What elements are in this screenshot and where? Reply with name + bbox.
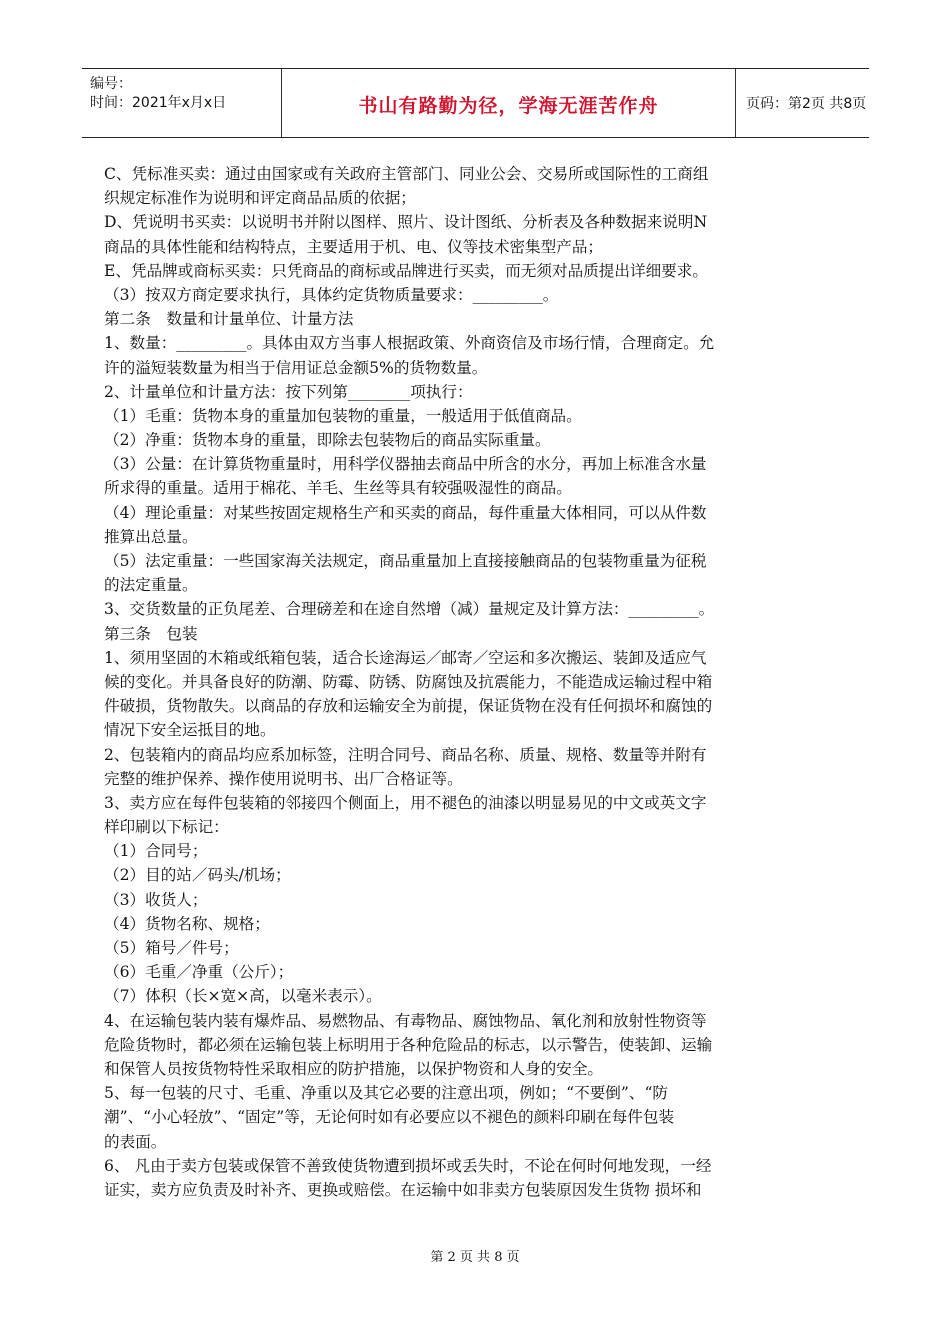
body-text-line: （1）合同号； [104,842,208,861]
body-text-line: 5、每一包装的尺寸、毛重、净重以及其它必要的注意出项，例如；“不要倒”、“防 [104,1084,669,1103]
body-text-line: 危险货物时，都必须在运输包装上标明用于各种危险品的标志，以示警告，使装卸、运输 [104,1035,713,1054]
body-text-line: 2、包装箱内的商品均应系加标签，注明合同号、商品名称、质量、规格、数量等并附有 [104,745,707,764]
body-text-line: 件破损，货物散失。以商品的存放和运输安全为前提，保证货物在没有任何损坏和腐蚀的 [104,697,713,716]
body-text-line: E、凭品牌或商标买卖：只凭商品的商标或品牌进行买卖，而无须对品质提出详细要求。 [104,261,708,280]
body-text-line: 的法定重量。 [104,576,198,595]
document-body [104,162,849,1202]
body-text-line: （1）毛重：货物本身的重量加包装物的重量，一般适用于低值商品。 [104,406,582,425]
body-text-line: 织规定标准作为说明和评定商品品质的依据； [104,189,416,208]
document-code-label: 编号： [90,76,132,92]
body-text-line: 候的变化。并具备良好的防潮、防霉、防锈、防腐蚀及抗震能力，不能造成运输过程中箱 [104,672,713,691]
body-text-line: （4）理论重量：对某些按固定规格生产和买卖的商品，每件重量大体相同，可以从件数 [104,503,707,522]
body-text-line: 1、数量：_________。具体由双方当事人根据政策、外商资信及市场行情，合理商定。允 [104,334,715,353]
header-motto: 书山有路勤为径，学海无涯苦作舟 [358,95,659,117]
body-text-line: 3、卖方应在每件包装箱的邻接四个侧面上，用不褪色的油漆以明显易见的中文或英文字 [104,793,707,812]
body-text-line: 4、在运输包装内装有爆炸品、易燃物品、有毒物品、腐蚀物品、氧化剂和放射性物资等 [104,1011,707,1030]
body-text-line: 推算出总量。 [104,527,198,546]
body-text-line: 3、交货数量的正负尾差、合理磅差和在途自然增（减）量规定及计算方法：_________。 [104,600,715,619]
body-text-line: 样印刷以下标记： [104,818,229,837]
body-text-line: （3）收货人； [104,890,208,909]
body-text-line: 第三条 包装 [104,624,198,643]
body-text-line: （3）按双方商定要求执行，具体约定货物质量要求：_________。 [104,285,559,304]
body-text-line: （5）法定重量：一些国家海关法规定，商品重量加上直接接触商品的包装物重量为征税 [104,552,707,570]
body-text-line: 商品的具体性能和结构特点，主要适用于机、电、仪等技术密集型产品； [104,237,604,256]
body-text-line: 情况下安全运抵目的地。 [104,721,276,740]
page-header [82,68,869,138]
body-text-line: C、凭标准买卖：通过由国家或有关政府主管部门、同业公会、交易所或国际性的工商组 [104,165,709,183]
body-text-line: 许的溢短装数量为相当于信用证总金额5%的货物数量。 [104,358,488,377]
body-text-line: 第二条 数量和计量单位、计量方法 [104,310,354,329]
body-text-line: 6、 凡由于卖方包装或保管不善致使货物遭到损坏或丢失时，不论在何时何地发现，一经 [104,1156,712,1175]
body-text-line: 2、计量单位和计量方法：按下列第________项执行： [104,382,473,401]
body-text-line: 1、须用坚固的木箱或纸箱包装，适合长途海运／邮寄／空运和多次搬运、装卸及适应气 [104,648,707,667]
body-text-line: 完整的维护保养、操作使用说明书、出厂合格证等。 [104,769,463,788]
body-text-line: D、凭说明书买卖：以说明书并附以图样、照片、设计图纸、分析表及各种数据来说明N [104,213,708,232]
header-info-cell [82,69,281,137]
header-page-code: 页码：第2页 共8页 [746,96,867,112]
body-text-line: 和保管人员按货物特性采取相应的防护措施，以保护物资和人身的安全。 [104,1059,604,1078]
body-text-line: 的表面。 [104,1132,167,1151]
body-text-line: 所求得的重量。适用于棉花、羊毛、生丝等具有较强吸湿性的商品。 [104,479,572,498]
header-page-cell [734,69,869,137]
body-text-line: （6）毛重／净重（公斤）； [104,963,294,982]
body-text-line: （7）体积（长×宽×高，以毫米表示）。 [104,987,382,1006]
body-text-line: 证实，卖方应负责及时补齐、更换或赔偿。在运输中如非卖方包装原因发生货物 损坏和 [104,1180,702,1199]
body-text-line: （2）净重：货物本身的重量，即除去包装物后的商品实际重量。 [104,431,551,450]
page-footer: 第 2 页 共 8 页 [430,1250,520,1265]
body-text-line: （4）货物名称、规格； [104,914,270,933]
body-text-line: （2）目的站／码头/机场； [104,866,291,885]
document-time-label: 时间：2021年x月x日 [90,95,227,111]
body-text-line: （3）公量：在计算货物重量时，用科学仪器抽去商品中所含的水分，再加上标准含水量 [104,455,707,474]
body-text-line: （5）箱号／件号； [104,939,239,957]
body-text-line: 潮”、“小心轻放”、“固定”等，无论何时如有必要应以不褪色的颜料印刷在每件包装 [104,1108,675,1127]
header-motto-cell [281,69,736,137]
